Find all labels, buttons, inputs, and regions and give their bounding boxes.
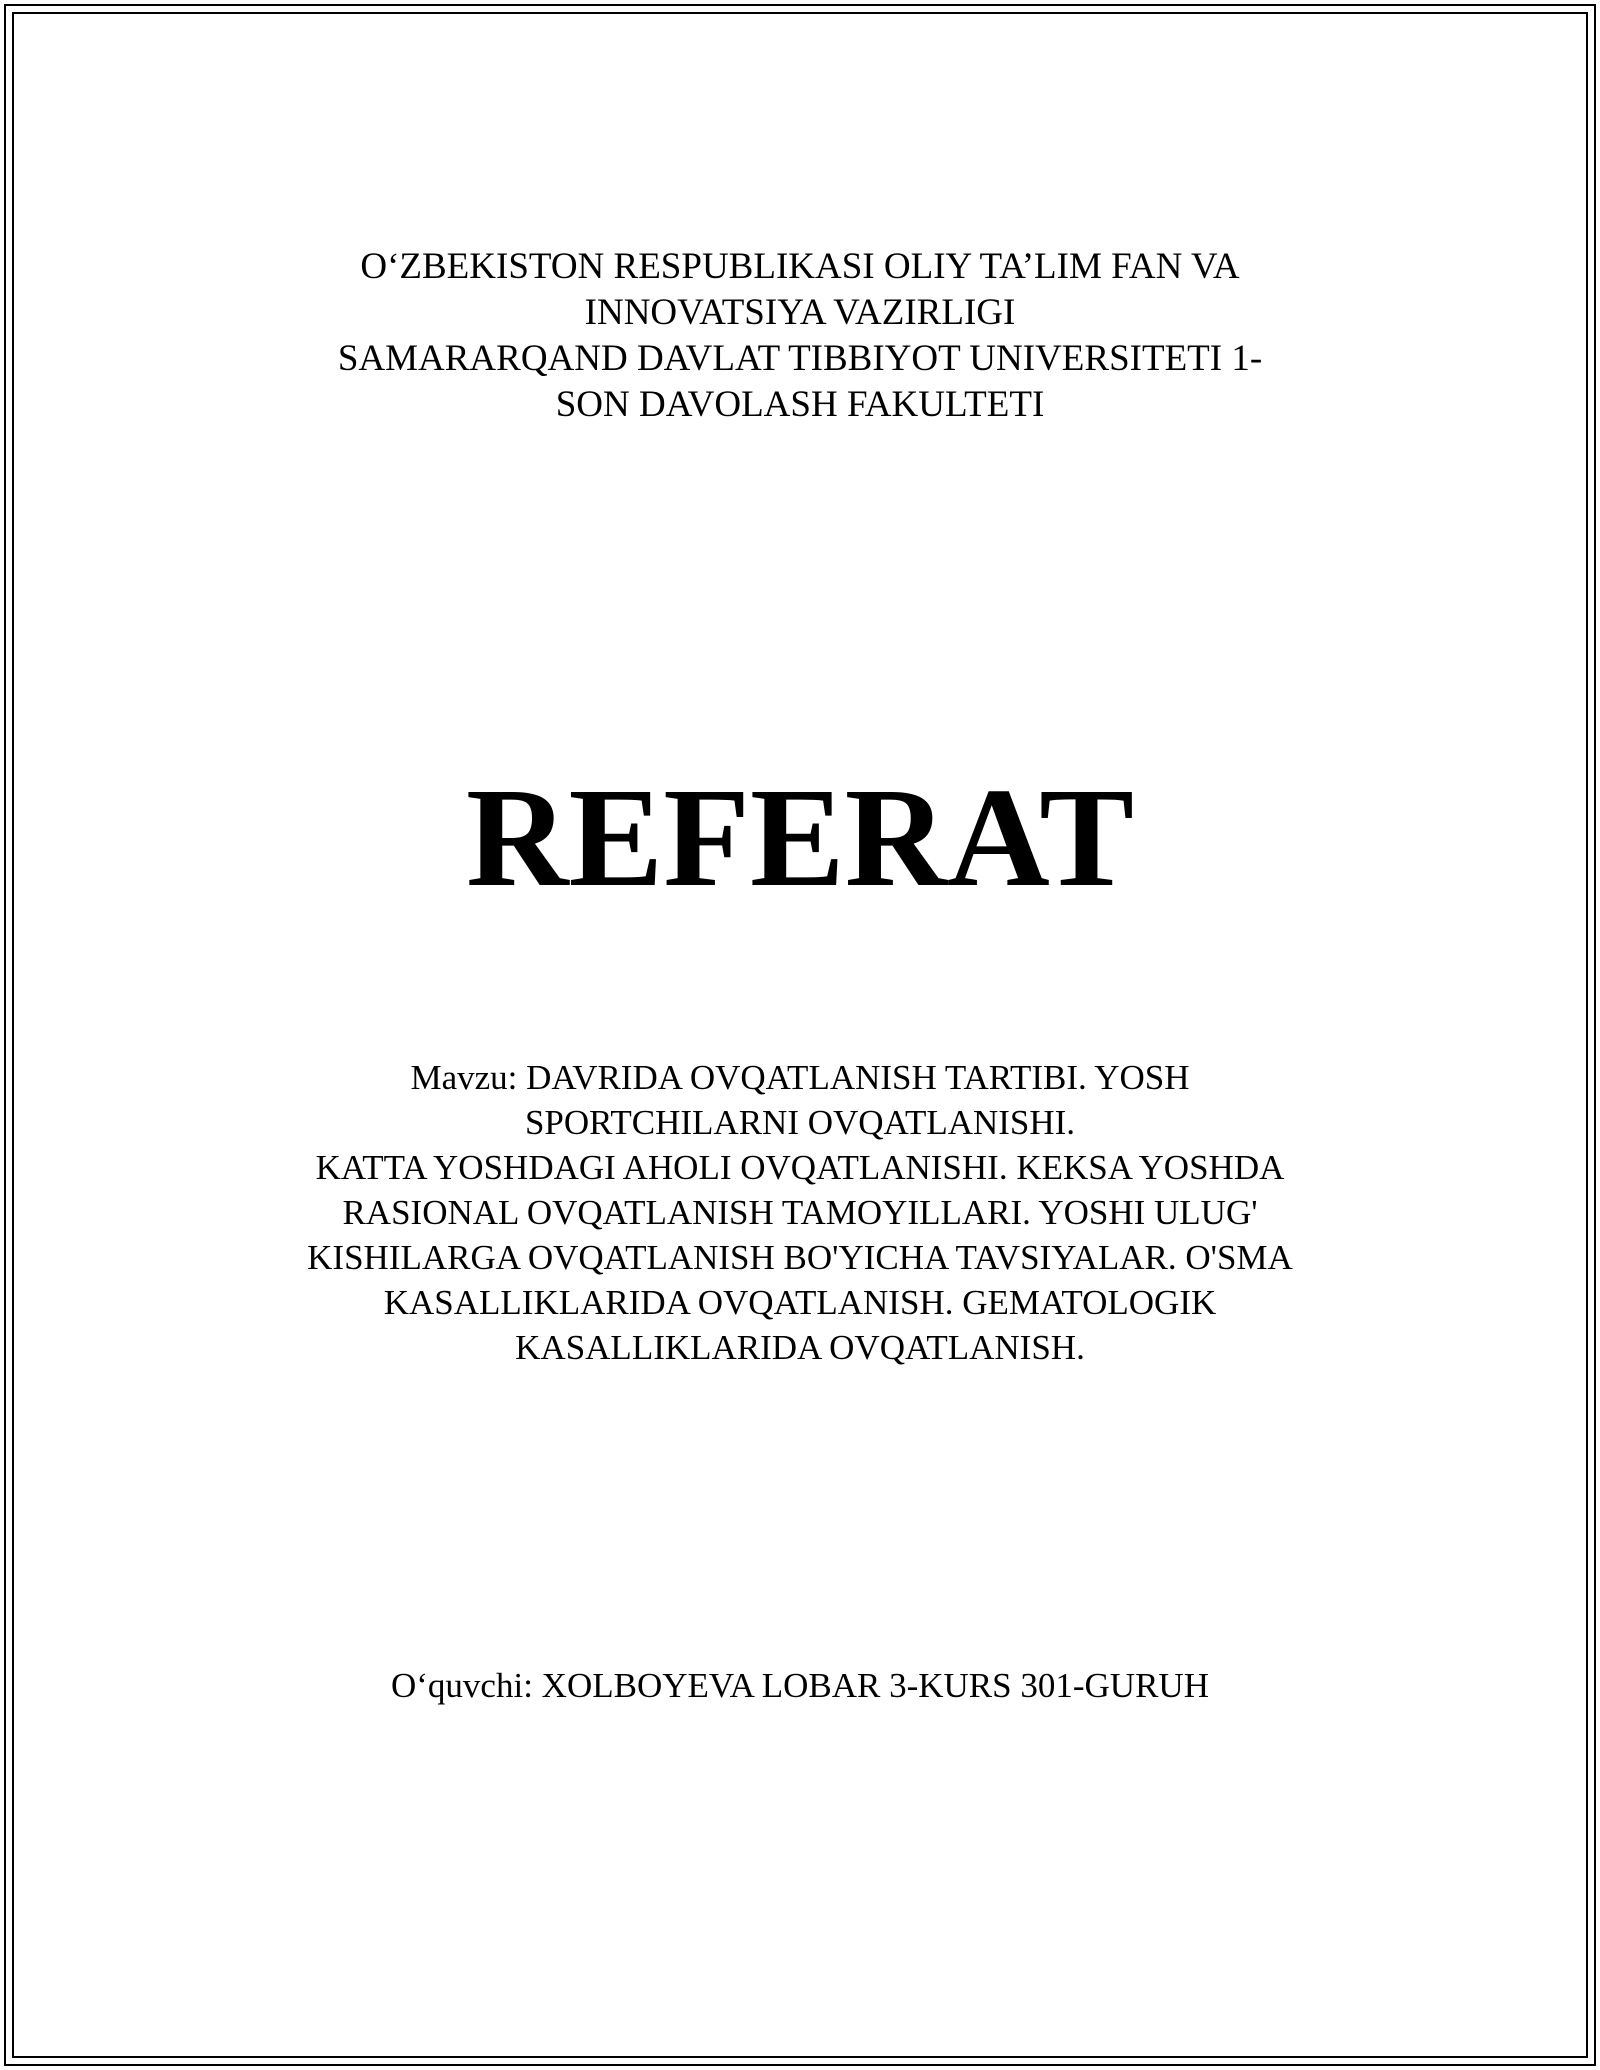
- institution-header: [0, 244, 1600, 428]
- topic-section: [0, 1055, 1600, 1370]
- topic-line: SPORTCHILARNI OVQATLANISHI.: [524, 1103, 1076, 1142]
- topic-line: KASALLIKLARIDA OVQATLANISH. GEMATOLOGIK: [383, 1283, 1217, 1322]
- topic-line: KISHILARGA OVQATLANISH BO'YICHA TAVSIYALAR. O'SMA: [307, 1238, 1293, 1277]
- document-title: REFERAT: [466, 758, 1134, 916]
- header-line: SON DAVOLASH FAKULTETI: [555, 384, 1045, 425]
- header-line: O‘ZBEKISTON RESPUBLIKASI OLIY TA’LIM FAN VA: [360, 246, 1240, 287]
- topic-line: Mavzu: DAVRIDA OVQATLANISH TARTIBI. YOSH: [410, 1058, 1190, 1097]
- header-line: INNOVATSIYA VAZIRLIGI: [584, 292, 1016, 333]
- student-info: O‘quvchi: XOLBOYEVA LOBAR 3-KURS 301-GURUH: [391, 1666, 1209, 1705]
- topic-line: KATTA YOSHDAGI AHOLI OVQATLANISHI. KEKSA YOSHDA: [315, 1148, 1285, 1187]
- topic-line: KASALLIKLARIDA OVQATLANISH.: [515, 1328, 1085, 1367]
- header-line: SAMARARQAND DAVLAT TIBBIYOT UNIVERSITETI 1-: [337, 338, 1263, 379]
- topic-line: RASIONAL OVQATLANISH TAMOYILLARI. YOSHI ULUG': [342, 1193, 1258, 1232]
